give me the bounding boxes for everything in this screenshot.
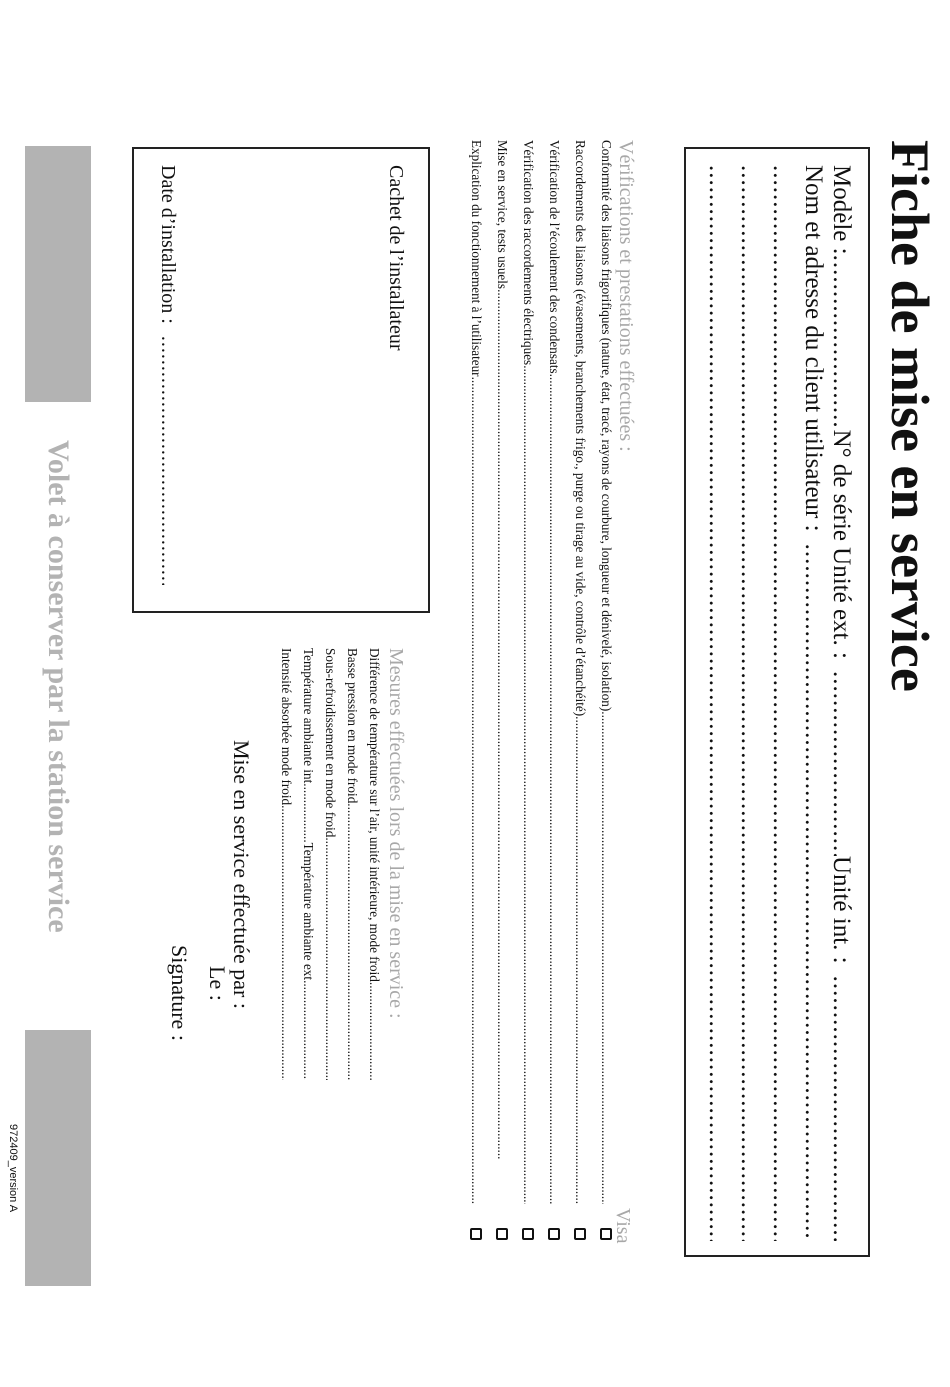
verification-row <box>468 140 484 1204</box>
visa-checkbox[interactable] <box>574 1228 586 1240</box>
verification-row <box>572 140 588 1204</box>
address-line-2 <box>766 165 796 1241</box>
measure-label: Basse pression en mode froid <box>345 648 360 804</box>
measure-label: Température ambiante int. <box>301 648 316 787</box>
signature-label: Signature : <box>167 945 192 1041</box>
measure-row <box>344 648 360 1080</box>
verification-row <box>494 140 510 1204</box>
measure-row <box>322 648 338 1080</box>
measures-heading: Mesures effectuées lors de la mise en service : <box>385 648 407 1019</box>
service-date-label: Le : <box>205 966 230 1001</box>
stamp-label: Cachet de l’installateur <box>385 165 407 351</box>
address-line-4 <box>702 165 732 1241</box>
install-date-row <box>156 165 180 585</box>
serial-int-label: Unité int. : <box>828 855 855 964</box>
model-label: Modèle : <box>828 165 855 255</box>
verification-label: Raccordements des liaisons (évasements, branchements frigo., purge ou tirage au vide, contrôle d’étanchéité) <box>573 140 588 717</box>
address-field-4[interactable] <box>702 165 732 1241</box>
verifications-heading: Vérifications et prestations effectuées : <box>615 140 637 452</box>
measure-row <box>278 648 294 1080</box>
measure-label: Intensité absorbée mode froid <box>279 648 294 806</box>
verification-label: Vérification des raccordements électriques <box>521 140 536 366</box>
verification-row <box>546 140 562 1204</box>
version-label: 972409_version A <box>7 1124 19 1213</box>
measure-row <box>366 648 382 1080</box>
address-row <box>798 165 828 1241</box>
ext-temp-label: Température ambiante ext. <box>301 842 316 984</box>
page-title: Fiche de mise en service <box>880 140 940 692</box>
serial-int-field[interactable] <box>826 976 856 1241</box>
measure-label: Sous-refroidissement en mode froid <box>323 648 338 838</box>
install-date-field[interactable] <box>156 336 180 585</box>
installer-stamp-box <box>132 147 430 613</box>
address-label: Nom et adresse du client utilisateur : <box>800 165 827 532</box>
install-date-label: Date d’installation : <box>157 165 179 324</box>
client-info-box <box>684 147 870 1257</box>
address-field-3[interactable] <box>734 165 764 1241</box>
address-line-3 <box>734 165 764 1241</box>
measure-label: Différence de température sur l’air, unité intérieure, mode froid <box>367 648 382 982</box>
service-performed-by-label: Mise en service effectuée par : <box>229 740 254 1009</box>
keep-label: Volet à conserver par la station service <box>42 440 75 933</box>
verification-label: Explication du fonctionnement à l’utilisateur <box>469 140 484 377</box>
measure-row <box>300 648 316 1080</box>
verification-row <box>598 140 614 1204</box>
model-field[interactable] <box>826 255 856 430</box>
visa-checkbox[interactable] <box>522 1228 534 1240</box>
footer-bar-right <box>25 1030 91 1286</box>
visa-checkbox[interactable] <box>548 1228 560 1240</box>
verification-label: Vérification de l’écoulement des condensats <box>547 140 562 374</box>
serial-ext-field[interactable] <box>826 671 856 856</box>
address-field-2[interactable] <box>766 165 796 1241</box>
visa-label: Visa <box>612 1208 634 1244</box>
visa-checkbox[interactable] <box>600 1228 612 1240</box>
serial-ext-label: N° de série Unité ext. : <box>828 429 855 659</box>
footer-bar-left <box>25 146 91 402</box>
visa-checkbox[interactable] <box>496 1228 508 1240</box>
visa-checkbox[interactable] <box>470 1228 482 1240</box>
verification-label: Conformité des liaisons frigorifiques (nature, état, tracé, rayons de courbure, longueur et dénivelé, isolation) <box>599 140 614 712</box>
model-serial-row <box>826 165 856 1241</box>
verification-row <box>520 140 536 1204</box>
address-field-1[interactable] <box>798 544 828 1241</box>
verification-label: Mise en service, tests usuels <box>495 140 510 290</box>
